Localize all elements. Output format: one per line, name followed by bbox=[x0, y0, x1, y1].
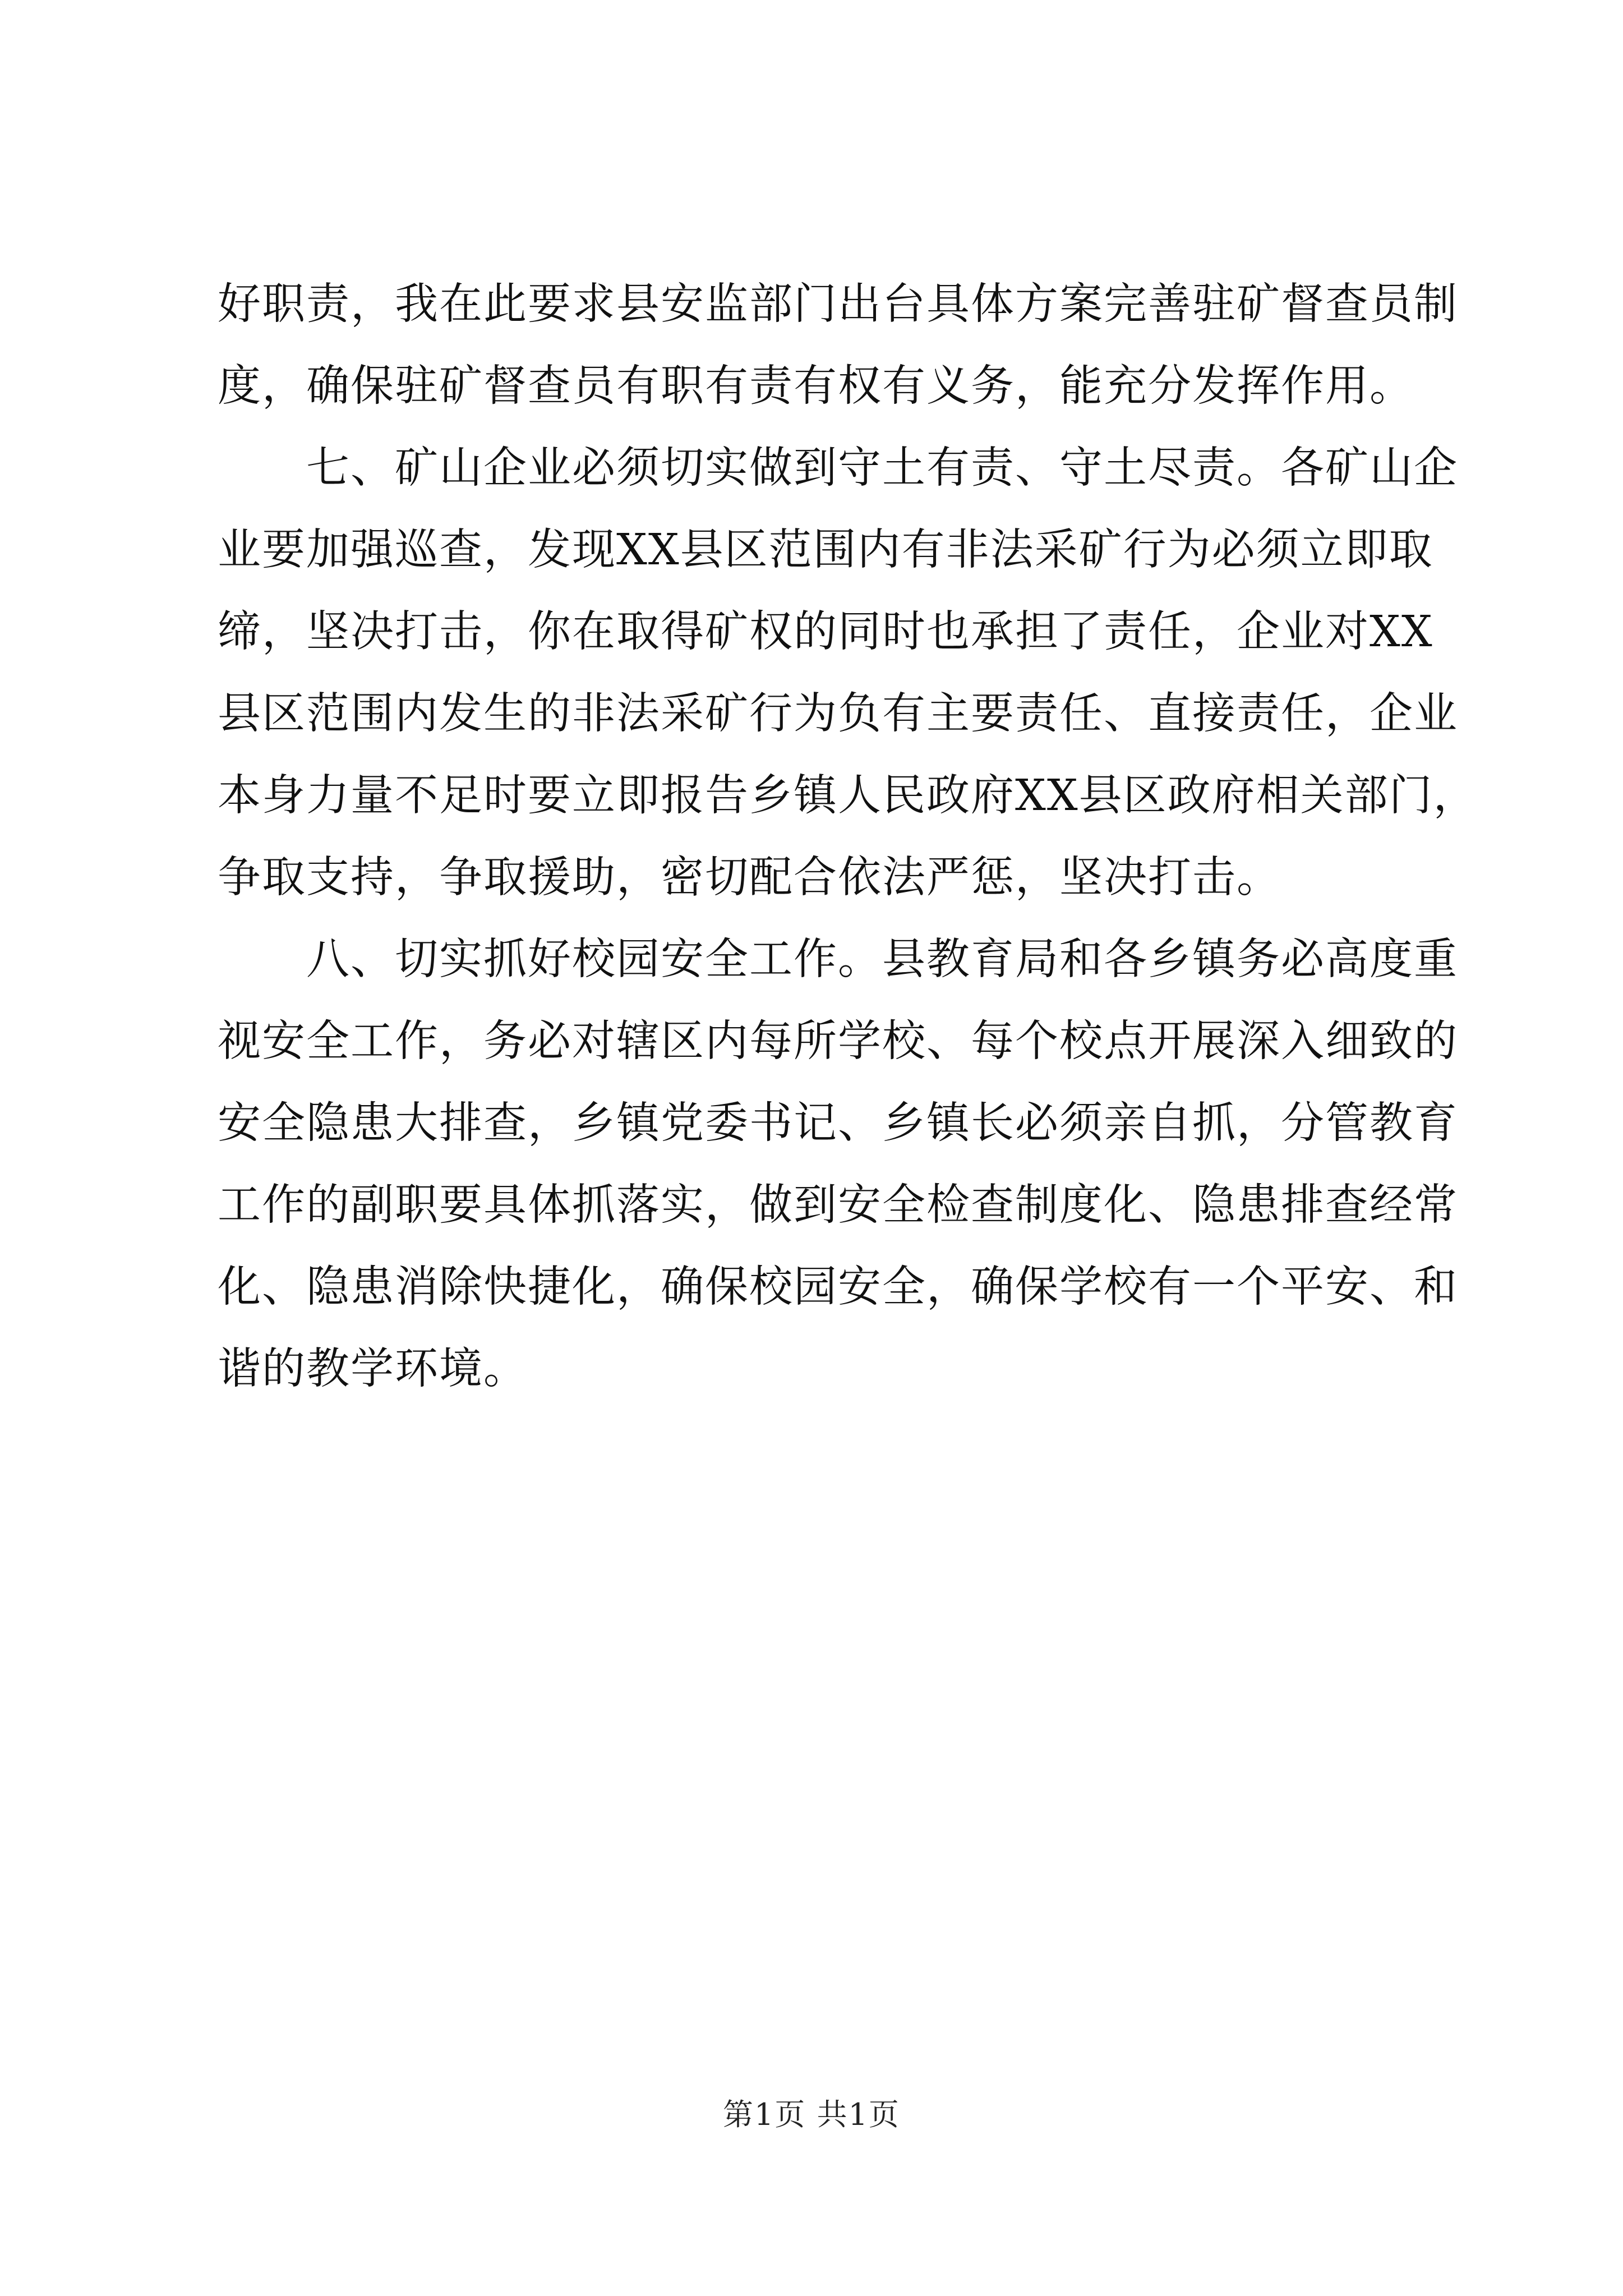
text-line: 本身力量不足时要立即报告乡镇人民政府XX县区政府相关部门， bbox=[218, 771, 1478, 821]
page-number: 第1页 共1页 bbox=[723, 2097, 900, 2132]
document-body bbox=[218, 264, 1478, 1410]
text-line: 业要加强巡查，发现XX县区范围内有非法采矿行为必须立即取 bbox=[218, 525, 1433, 575]
text-line: 度，确保驻矿督查员有职有责有权有义务，能充分发挥作用。 bbox=[218, 361, 1414, 411]
text-line: 好职责，我在此要求县安监部门出台具体方案完善驻矿督查员制 bbox=[218, 279, 1458, 329]
text-line: 视安全工作，务必对辖区内每所学校、每个校点开展深入细致的 bbox=[218, 1016, 1458, 1066]
text-line: 八、切实抓好校园安全工作。县教育局和各乡镇务必高度重 bbox=[306, 935, 1458, 984]
text-line: 安全隐患大排查，乡镇党委书记、乡镇长必须亲自抓，分管教育 bbox=[218, 1098, 1458, 1148]
text-line: 化、隐患消除快捷化，确保校园安全，确保学校有一个平安、和 bbox=[218, 1262, 1458, 1312]
text-line: 七、矿山企业必须切实做到守土有责、守土尽责。各矿山企 bbox=[306, 443, 1458, 493]
text-line: 谐的教学环境。 bbox=[218, 1344, 528, 1394]
text-line: 工作的副职要具体抓落实，做到安全检查制度化、隐患排查经常 bbox=[218, 1180, 1458, 1230]
text-line: 争取支持，争取援助，密切配合依法严惩，坚决打击。 bbox=[218, 853, 1281, 903]
text-line: 县区范围内发生的非法采矿行为负有主要责任、直接责任，企业 bbox=[218, 689, 1458, 739]
text-line: 缔，坚决打击，你在取得矿权的同时也承担了责任，企业对XX bbox=[218, 607, 1433, 657]
